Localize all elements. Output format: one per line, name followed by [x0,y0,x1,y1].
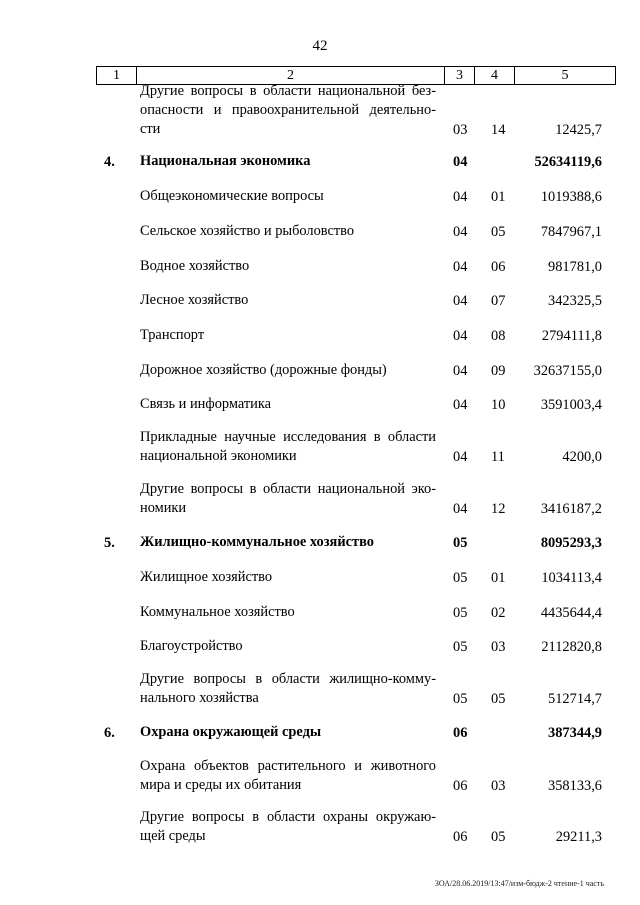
subsection-code: 06 [491,259,506,275]
amount: 387344,9 [548,725,602,741]
amount: 2794111,8 [541,328,602,344]
amount: 342325,5 [548,293,602,309]
section-code: 05 [453,639,468,655]
section-code: 04 [453,449,468,465]
amount: 7847967,1 [540,224,602,240]
header-col-2: 2 [137,66,445,85]
header-col-3: 3 [445,66,475,85]
row-title [140,808,436,846]
section-code: 05 [453,691,468,707]
amount: 4435644,4 [540,605,602,621]
amount: 4200,0 [562,449,602,465]
row-title-line: Жилищное хозяйство [140,569,273,585]
row-title-line: Охрана объектов растительного и животного [140,758,436,774]
subsection-code: 03 [491,778,506,794]
subsection-code: 01 [491,570,506,586]
row-title-line: Транспорт [140,327,205,343]
page-number: 42 [312,38,328,54]
section-code: 04 [453,501,468,517]
section-code: 03 [453,122,468,138]
subsection-code: 10 [491,397,506,413]
subsection-code: 11 [491,449,505,465]
amount: 29211,3 [555,829,602,845]
row-title-line: Другие вопросы в области охраны окружаю- [140,809,436,825]
row-title-line: нального хозяйства [140,690,259,706]
subsection-code: 14 [491,122,506,138]
section-number: 4. [104,154,115,170]
section-code: 06 [453,778,468,794]
amount: 52634119,6 [534,154,602,170]
header-col-1: 1 [96,66,137,85]
section-code: 04 [453,363,468,379]
row-title-line: мира и среды их обитания [140,777,302,793]
amount: 358133,6 [548,778,602,794]
amount: 32637155,0 [533,363,602,379]
subsection-code: 09 [491,363,506,379]
row-title-line: Благоустройство [140,638,243,654]
amount: 12425,7 [555,122,602,138]
amount: 512714,7 [548,691,602,707]
section-number: 6. [104,725,115,741]
section-code: 06 [453,829,468,845]
amount: 1034113,4 [541,570,602,586]
row-title-line: опасности и правоохранительной деятельно- [140,102,436,118]
amount: 8095293,3 [540,535,602,551]
subsection-code: 02 [491,605,506,621]
amount: 2112820,8 [541,639,602,655]
subsection-code: 03 [491,639,506,655]
subsection-code: 05 [491,224,506,240]
subsection-code: 05 [491,829,506,845]
amount: 3416187,2 [540,501,602,517]
row-title-line: Другие вопросы в области жилищно-комму- [140,671,436,687]
row-title-line: Общеэкономические вопросы [140,188,324,204]
section-code: 04 [453,224,468,240]
document-footer: ЗОА/28.06.2019/13:47/изм-бюдж-2 чтение-1 часть [434,879,604,888]
row-title-line: сти [140,121,161,137]
section-code: 04 [453,259,468,275]
amount: 981781,0 [548,259,602,275]
section-code: 05 [453,535,468,551]
row-title-line: Прикладные научные исследования в области [140,429,436,445]
row-title-line: Жилищно-коммунальное хозяйство [140,534,374,550]
section-code: 04 [453,154,468,170]
amount: 1019388,6 [540,189,602,205]
header-col-4: 4 [475,66,515,85]
section-code: 05 [453,570,468,586]
row-title-line: Сельское хозяйство и рыболовство [140,223,355,239]
section-code: 04 [453,328,468,344]
section-code: 04 [453,189,468,205]
subsection-code: 05 [491,691,506,707]
row-title-line: Дорожное хозяйство (дорожные фонды) [140,362,387,378]
row-title-line: Лесное хозяйство [140,292,249,308]
section-number: 5. [104,535,115,551]
subsection-code: 08 [491,328,506,344]
row-title-line: щей среды [140,828,206,844]
header-col-5: 5 [515,66,616,85]
row-title-line: Коммунальное хозяйство [140,604,295,620]
row-title-line: Связь и информатика [140,396,272,412]
section-code: 04 [453,397,468,413]
section-code: 04 [453,293,468,309]
row-title-line: Другие вопросы в области национальной эко- [140,481,436,497]
row-title-line: национальной экономики [140,448,297,464]
row-title-line: Другие вопросы в области национальной без- [140,83,436,99]
section-code: 06 [453,725,468,741]
row-title-line: номики [140,500,187,516]
subsection-code: 07 [491,293,506,309]
amount: 3591003,4 [540,397,602,413]
section-code: 05 [453,605,468,621]
row-title-line: Водное хозяйство [140,258,250,274]
subsection-code: 12 [491,501,506,517]
row-title-line: Охрана окружающей среды [140,724,322,740]
subsection-code: 01 [491,189,506,205]
row-title-line: Национальная экономика [140,153,311,169]
